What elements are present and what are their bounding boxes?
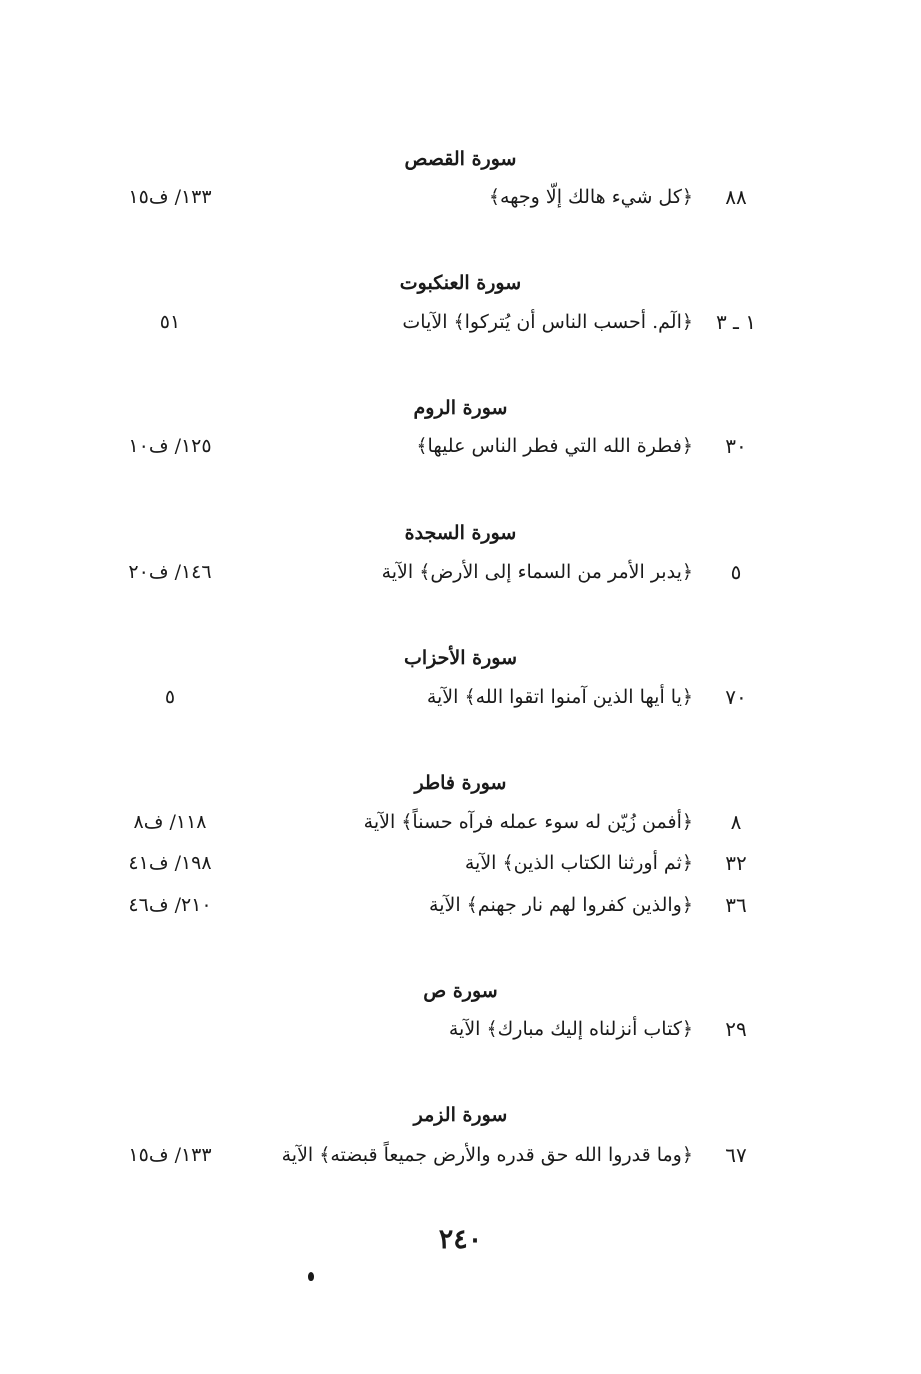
verse-text: ﴿الٓم. أحسب الناس أن يُتركوا﴾ الآيات <box>402 311 693 333</box>
verse-reference: ١٣٣/ ف١٥ <box>128 1144 212 1166</box>
surah-title-zumar: سورة الزمر <box>413 1104 508 1126</box>
verse-number: ٣٠ <box>725 434 747 458</box>
verse-text: ﴿يدبر الأمر من السماء إلى الأرض﴾ الآية <box>381 561 693 583</box>
verse-row <box>0 305 921 339</box>
verse-reference: ٥ <box>164 686 176 708</box>
surah-title-rum: سورة الروم <box>413 397 508 419</box>
verse-reference: ٥١ <box>159 311 181 333</box>
verse-reference: ١٣٣/ ف١٥ <box>128 186 212 208</box>
surah-title-sajda: سورة السجدة <box>404 522 517 544</box>
verse-number: ١ ـ ٣ <box>715 310 757 334</box>
surah-title-ahzab: سورة الأحزاب <box>404 647 517 669</box>
verse-text: ﴿وما قدروا الله حق قدره والأرض جميعاً قبضته﴾ الآية <box>281 1144 693 1166</box>
verse-text: ﴿أفمن زُيّن له سوء عمله فرآه حسناً﴾ الآية <box>363 811 693 833</box>
verse-number: ٧٠ <box>725 685 747 709</box>
verse-text: ﴿كتاب أنزلناه إليك مبارك﴾ الآية <box>448 1018 693 1040</box>
verse-row <box>0 180 921 214</box>
verse-row <box>0 805 921 839</box>
verse-reference: ١٢٥/ ف١٠ <box>128 435 212 457</box>
verse-row <box>0 429 921 463</box>
verse-row <box>0 888 921 922</box>
verse-number: ٣٦ <box>725 893 747 917</box>
verse-number: ٢٩ <box>725 1017 747 1041</box>
verse-number: ٥ <box>730 560 742 584</box>
surah-title-fatir: سورة فاطر <box>414 772 507 794</box>
verse-text: ﴿ثم أورثنا الكتاب الذين﴾ الآية <box>464 852 693 874</box>
verse-number: ٣٢ <box>725 851 747 875</box>
surah-title-qasas: سورة القصص <box>404 148 517 170</box>
verse-text: ﴿كل شيء هالك إلّا وجهه﴾ <box>488 186 693 208</box>
verse-text: ﴿فطرة الله التي فطر الناس عليها﴾ <box>416 435 693 457</box>
ink-dot <box>308 1272 314 1281</box>
verse-reference: ١١٨/ ف٨ <box>133 811 207 833</box>
verse-row <box>0 1138 921 1172</box>
verse-number: ٨٨ <box>725 185 747 209</box>
verse-reference: ١٩٨/ ف٤١ <box>128 852 212 874</box>
verse-number: ٦٧ <box>725 1143 747 1167</box>
verse-text: ﴿يا أيها الذين آمنوا اتقوا الله﴾ الآية <box>426 686 693 708</box>
verse-text: ﴿والذين كفروا لهم نار جهنم﴾ الآية <box>429 894 693 916</box>
verse-row <box>0 680 921 714</box>
surah-title-sad: سورة ص <box>423 980 498 1002</box>
verse-row <box>0 555 921 589</box>
verse-reference: ٢١٠/ ف٤٦ <box>128 894 212 916</box>
verse-number: ٨ <box>730 810 742 834</box>
verse-reference: ١٤٦/ ف٢٠ <box>128 561 212 583</box>
surah-title-ankabut: سورة العنكبوت <box>399 272 522 294</box>
page-number: ٢٤٠ <box>438 1224 483 1255</box>
verse-row <box>0 1012 921 1046</box>
verse-row <box>0 846 921 880</box>
